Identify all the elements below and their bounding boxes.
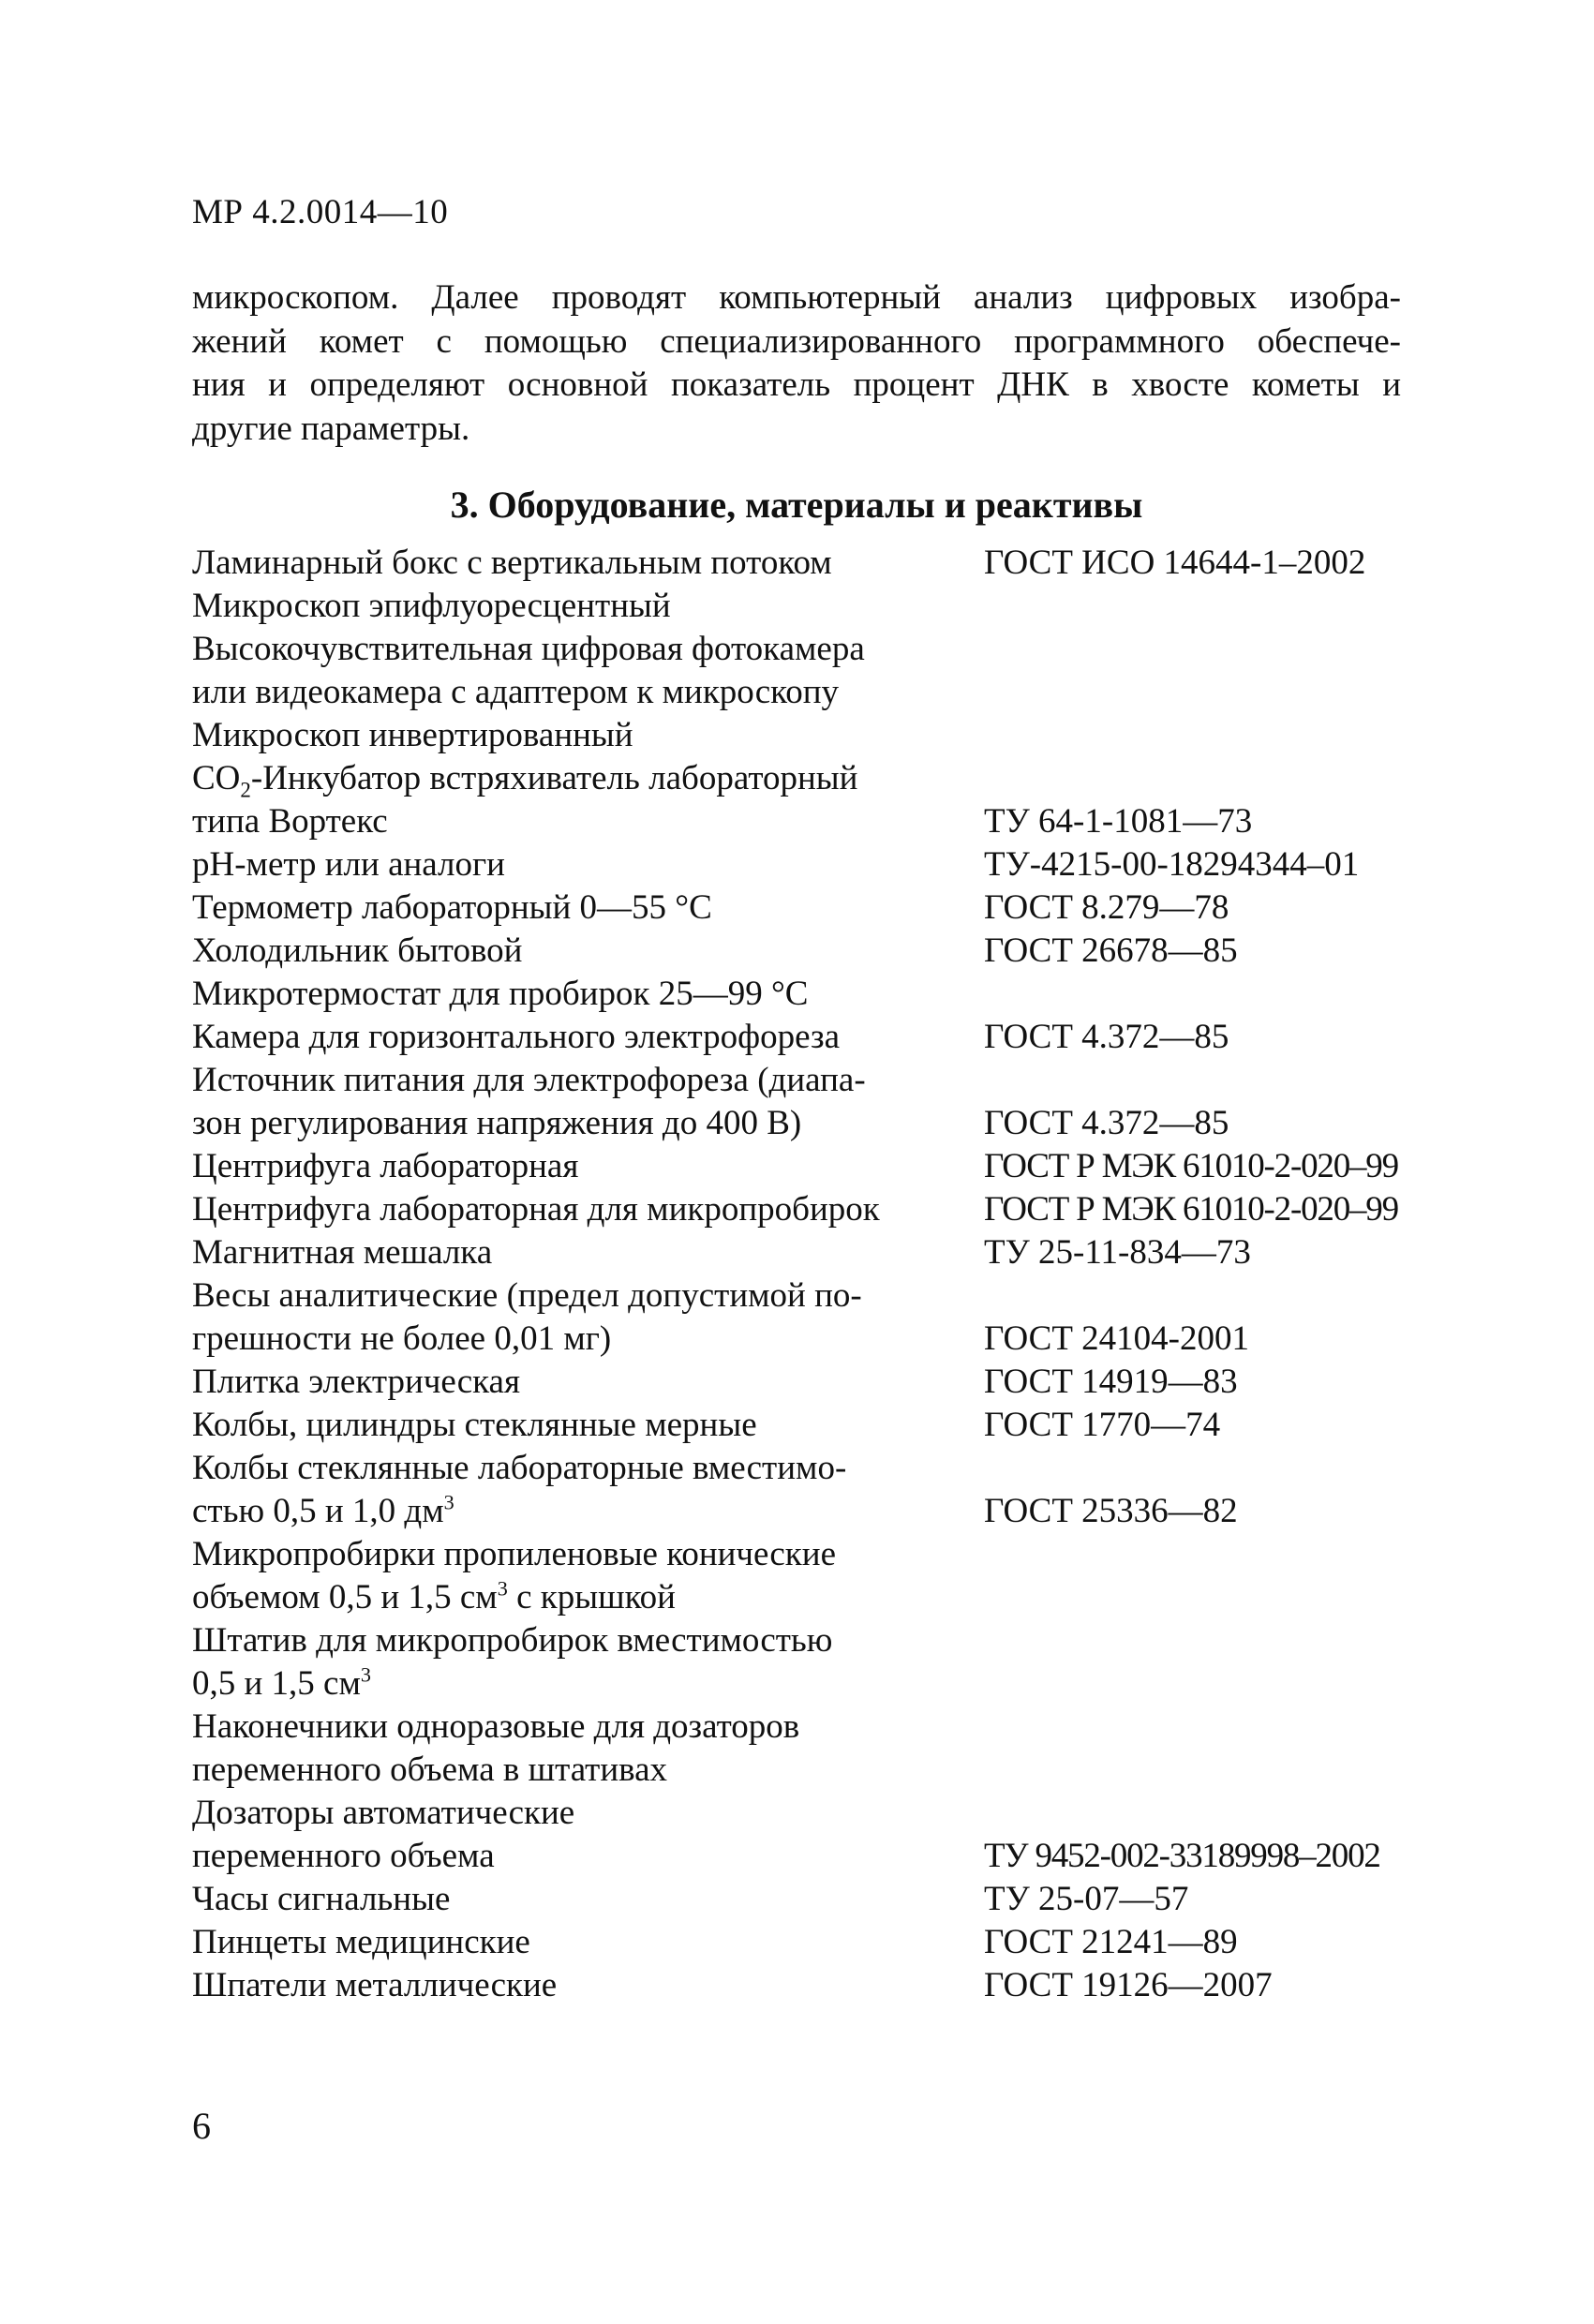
equipment-name: Плитка электрическая — [192, 1363, 520, 1401]
equipment-row — [192, 1792, 1452, 1835]
equipment-name: зон регулирования напряжения до 400 В) — [192, 1104, 802, 1142]
equipment-standard: ГОСТ 25336—82 — [984, 1492, 1238, 1530]
equipment-name: Термометр лабораторный 0—55 °C — [192, 888, 712, 927]
equipment-standard: ГОСТ Р МЭК 61010-2-020–99 — [984, 1190, 1398, 1229]
name-part: объемом 0,5 и 1,5 см — [192, 1578, 498, 1616]
equipment-standard — [984, 1792, 1452, 1835]
equipment-row — [192, 1706, 1452, 1749]
equipment-name: Часы сигнальные — [192, 1880, 451, 1918]
equipment-standard — [984, 1619, 1452, 1662]
equipment-list — [192, 542, 1452, 2007]
equipment-standard — [984, 1576, 1452, 1619]
name-part: -Инкубатор встряхиватель лабораторный — [250, 759, 858, 797]
equipment-name: Наконечники одноразовые для дозаторов — [192, 1707, 800, 1746]
equipment-row — [192, 1447, 1452, 1490]
equipment-row — [192, 800, 1452, 843]
equipment-row — [192, 1102, 1452, 1145]
equipment-row — [192, 1231, 1452, 1274]
intro-line: другие параметры. — [192, 409, 470, 448]
equipment-name: типа Вортекс — [192, 802, 388, 841]
equipment-standard — [984, 628, 1452, 671]
equipment-name: Магнитная мешалка — [192, 1233, 493, 1272]
equipment-standard: ГОСТ ИСО 14644-1–2002 — [984, 544, 1366, 582]
equipment-name: Центрифуга лабораторная для микропробирок — [192, 1190, 880, 1229]
equipment-row — [192, 1404, 1452, 1447]
equipment-row — [192, 1533, 1452, 1576]
equipment-name: Весы аналитические (предел допустимой по- — [192, 1276, 862, 1315]
equipment-standard — [984, 714, 1452, 757]
equipment-name: переменного объема в штативах — [192, 1750, 668, 1789]
equipment-name — [192, 1490, 984, 1533]
equipment-standard: ГОСТ 14919—83 — [984, 1363, 1238, 1401]
page-number: 6 — [192, 2105, 211, 2147]
equipment-row — [192, 843, 1452, 886]
equipment-row — [192, 671, 1452, 714]
equipment-name: Высокочувствительная цифровая фотокамера — [192, 630, 865, 668]
equipment-row — [192, 1318, 1452, 1361]
equipment-standard — [984, 1749, 1452, 1792]
equipment-row — [192, 1749, 1452, 1792]
intro-line: микроскопом. Далее проводят компьютерный анализ цифровых изобра- — [192, 278, 1401, 317]
equipment-name: Источник питания для электрофореза (диапа- — [192, 1061, 866, 1099]
equipment-name: Камера для горизонтального электрофореза — [192, 1018, 841, 1056]
equipment-row — [192, 1188, 1452, 1231]
equipment-standard: ТУ 64-1-1081—73 — [984, 802, 1253, 841]
equipment-name: Микротермостат для пробирок 25—99 °C — [192, 975, 809, 1013]
name-part: с крышкой — [507, 1578, 676, 1616]
intro-paragraph — [192, 276, 1401, 451]
equipment-name: Дозаторы автоматические — [192, 1794, 575, 1832]
equipment-name: или видеокамера с адаптером к микроскопу — [192, 673, 840, 711]
equipment-row — [192, 886, 1452, 930]
equipment-standard: ГОСТ 19126—2007 — [984, 1966, 1273, 2004]
equipment-row — [192, 1835, 1452, 1878]
equipment-name: рН-метр или аналоги — [192, 845, 505, 884]
equipment-row — [192, 1490, 1452, 1533]
equipment-standard: ГОСТ 4.372—85 — [984, 1104, 1229, 1142]
equipment-standard — [984, 671, 1452, 714]
equipment-standard: ГОСТ 8.279—78 — [984, 888, 1229, 927]
equipment-row — [192, 1145, 1452, 1188]
equipment-standard — [984, 1274, 1452, 1318]
intro-line: ния и определяют основной показатель процент ДНК в хвосте кометы и — [192, 365, 1401, 404]
equipment-row — [192, 930, 1452, 973]
equipment-row — [192, 628, 1452, 671]
equipment-name: Холодильник бытовой — [192, 931, 523, 970]
equipment-standard: ГОСТ Р МЭК 61010-2-020–99 — [984, 1147, 1398, 1185]
equipment-name: Пинцеты медицинские — [192, 1923, 530, 1961]
subscript: 2 — [240, 778, 251, 802]
equipment-row — [192, 1878, 1452, 1921]
equipment-row — [192, 1059, 1452, 1102]
equipment-row — [192, 1361, 1452, 1404]
section-title: 3. Оборудование, материалы и реактивы — [450, 484, 1143, 526]
superscript: 3 — [497, 1576, 508, 1601]
equipment-standard: ТУ 9452-002-33189998–2002 — [984, 1837, 1380, 1875]
equipment-standard: ТУ-4215-00-18294344–01 — [984, 845, 1360, 884]
equipment-row — [192, 1662, 1452, 1706]
equipment-standard — [984, 1662, 1452, 1706]
name-part: 0,5 и 1,5 см — [192, 1664, 361, 1703]
superscript: 3 — [360, 1662, 371, 1687]
equipment-name: Микропробирки пропиленовые конические — [192, 1535, 836, 1573]
equipment-standard — [984, 1706, 1452, 1749]
equipment-row — [192, 542, 1452, 585]
equipment-name: Шпатели металлические — [192, 1966, 558, 2004]
equipment-row — [192, 973, 1452, 1016]
equipment-name: Штатив для микропробирок вместимостью — [192, 1621, 833, 1660]
equipment-standard: ТУ 25-11-834—73 — [984, 1233, 1251, 1272]
equipment-standard — [984, 1533, 1452, 1576]
equipment-name: Колбы стеклянные лабораторные вместимо- — [192, 1449, 847, 1487]
equipment-standard: ГОСТ 24104-2001 — [984, 1319, 1249, 1358]
equipment-row — [192, 714, 1452, 757]
equipment-name: Колбы, цилиндры стеклянные мерные — [192, 1406, 757, 1444]
equipment-name — [192, 757, 984, 800]
equipment-standard — [984, 1059, 1452, 1102]
equipment-standard: ГОСТ 21241—89 — [984, 1923, 1238, 1961]
equipment-standard — [984, 973, 1452, 1016]
equipment-name: Центрифуга лабораторная — [192, 1147, 579, 1185]
equipment-row — [192, 1964, 1452, 2007]
equipment-standard — [984, 585, 1452, 628]
name-part: стью 0,5 и 1,0 дм — [192, 1492, 444, 1530]
name-part: CO — [192, 759, 241, 797]
equipment-standard: ГОСТ 26678—85 — [984, 931, 1238, 970]
equipment-name: Ламинарный бокс с вертикальным потоком — [192, 544, 832, 582]
equipment-standard — [984, 757, 1452, 800]
equipment-name — [192, 1576, 984, 1619]
equipment-row — [192, 585, 1452, 628]
document-code: МР 4.2.0014—10 — [192, 193, 449, 231]
equipment-standard — [984, 1447, 1452, 1490]
equipment-row — [192, 757, 1452, 800]
equipment-name — [192, 1662, 984, 1706]
equipment-name: Микроскоп инвертированный — [192, 716, 633, 754]
equipment-standard: ГОСТ 4.372—85 — [984, 1018, 1229, 1056]
equipment-name: переменного объема — [192, 1837, 495, 1875]
equipment-standard: ТУ 25-07—57 — [984, 1880, 1189, 1918]
equipment-row — [192, 1016, 1452, 1059]
equipment-row — [192, 1274, 1452, 1318]
equipment-row — [192, 1921, 1452, 1964]
equipment-row — [192, 1619, 1452, 1662]
equipment-row — [192, 1576, 1452, 1619]
equipment-name: Микроскоп эпифлуоресцентный — [192, 587, 671, 625]
intro-line: жений комет с помощью специализированного программного обеспече- — [192, 321, 1401, 361]
superscript: 3 — [443, 1490, 454, 1514]
equipment-standard: ГОСТ 1770—74 — [984, 1406, 1221, 1444]
equipment-name: грешности не более 0,01 мг) — [192, 1319, 612, 1358]
